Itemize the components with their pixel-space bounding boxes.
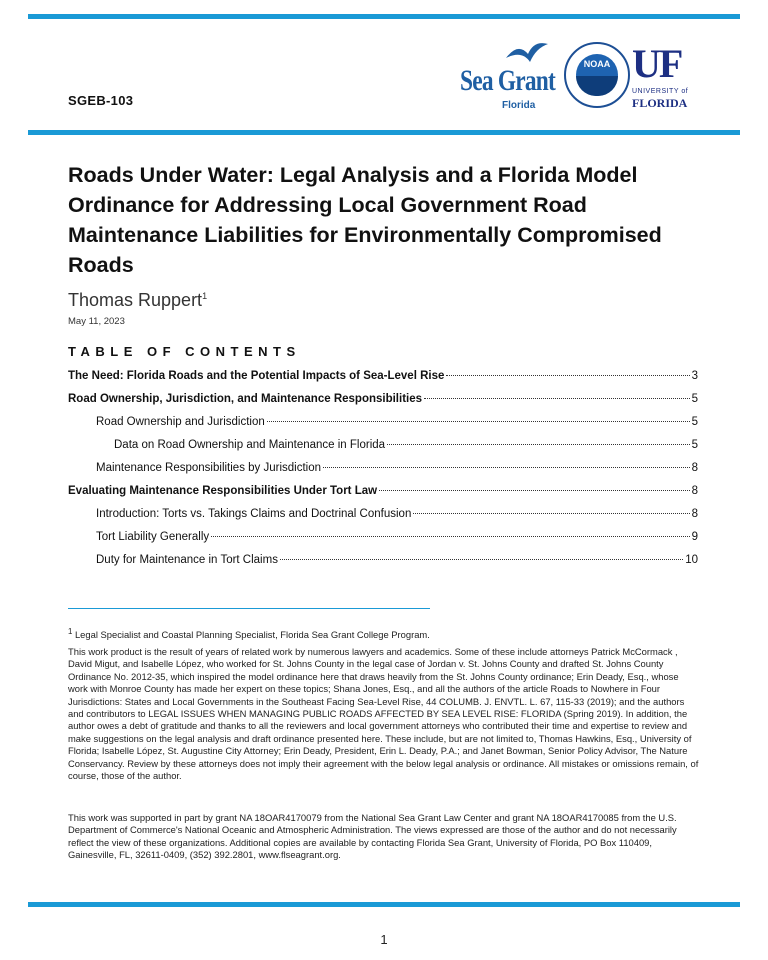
toc-entry-page: 9 — [691, 531, 698, 543]
toc-entry[interactable] — [68, 462, 698, 485]
toc-entry[interactable] — [68, 416, 698, 439]
footnote-rule — [68, 608, 430, 609]
toc-entry[interactable] — [68, 531, 698, 554]
publication-code: SGEB-103 — [68, 93, 134, 108]
toc-entry-page: 5 — [691, 439, 698, 451]
toc-entry-label: Introduction: Torts vs. Takings Claims and Doctrinal Confusion — [96, 508, 412, 520]
uf-logo-line1: UNIVERSITY of — [632, 88, 689, 95]
toc-entry-label: Road Ownership and Jurisdiction — [96, 416, 265, 428]
author-footnote-marker: 1 — [202, 291, 208, 301]
footnote-funding: This work was supported in part by grant NA 18OAR4170079 from the National Sea Grant Law Center and grant NA 18OAR4170085 from the U.S. Department of Commerce's National Oceanic and Atmospheric Administration. The views expressed are those of the author and do not necessarily reflect the view of these organizations. Additional copies are available by contacting Florida Sea Grant, University of Florida, PO Box 110409, Gainesville, FL, 32611-0409, (352) 392.2801, www.flseagrant.org. — [68, 812, 677, 861]
uf-logo-line2: FLORIDA — [632, 96, 688, 110]
toc-heading: TABLE OF CONTENTS — [68, 344, 301, 359]
toc-entry-label: Evaluating Maintenance Responsibilities Under Tort Law — [68, 485, 378, 497]
toc-entry[interactable] — [68, 393, 698, 416]
logo-group — [460, 38, 710, 118]
seagull-icon — [504, 38, 550, 66]
toc-entry-label: Maintenance Responsibilities by Jurisdiction — [96, 462, 322, 474]
table-of-contents — [68, 370, 698, 577]
noaa-seal-text: NOAA — [583, 59, 611, 69]
toc-entry-label: Data on Road Ownership and Maintenance in Florida — [114, 439, 386, 451]
author-name: Thomas Ruppert — [68, 290, 203, 310]
footnote-marker: 1 — [68, 627, 73, 636]
toc-entry-page: 3 — [691, 370, 698, 382]
uf-logo-mark: UF — [632, 41, 682, 86]
toc-entry-page: 5 — [691, 416, 698, 428]
footnote-affiliation — [68, 626, 700, 642]
footnote-affiliation-text: Legal Specialist and Coastal Planning Specialist, Florida Sea Grant College Program. — [74, 629, 430, 641]
toc-entry[interactable] — [68, 439, 698, 462]
sea-grant-logo-text: Sea Grant — [460, 64, 556, 97]
toc-entry[interactable] — [68, 554, 698, 577]
author — [68, 290, 207, 311]
toc-entry-label: The Need: Florida Roads and the Potential Impacts of Sea-Level Rise — [68, 370, 445, 382]
toc-entry-page: 8 — [691, 462, 698, 474]
publication-date: May 11, 2023 — [68, 316, 125, 327]
footer-rule — [28, 902, 740, 907]
toc-entry[interactable] — [68, 370, 698, 393]
toc-entry-page: 5 — [691, 393, 698, 405]
toc-entry-page: 8 — [691, 508, 698, 520]
footnote-acknowledgments: This work product is the result of years of related work by numerous lawyers and academics. Some of these include attorneys Patrick McCormack , David Migut, and Isabelle López, who worked for St. Johns County in the legal case of Jordan v. St. Johns County and drafted St. Johns County Ordinance No. 2012-35, which inspired the model ordinance here that draws heavily from the St. Johns County ordinance; Erin Deady, Esq., whose work with Monroe County has made her expert on these topics; Shana Jones, Esq., and all the authors of the article Roads to Nowhere in Four Jurisdictions: States and Local Governments in the Southeast Facing Sea-Level Rise, 44 COLUMB. J. ENVTL. L. 67, 115-33 (2019); and the authors and contributors to LEGAL ISSUES WHEN MANAGING PUBLIC ROADS AFFECTED BY SEA LEVEL RISE: FLORIDA (Spring 2019). In addition, the author owes a debt of gratitude and thanks to all the reviewers and local government attorneys who contributed their time and expertise to review and make suggestions on the legal analysis and draft ordinance presented here. These include, but are not limited to, Thomas Hawkins, Esq., University of Florida; Isabelle López, St. Augustine City Attorney; Erin Deady, President, Erin L. Deady, P.A.; and Janet Bowman, Senior Policy Advisor, The Nature Conservancy. Review by these attorneys does not imply their agreement with the below legal analysis or ordinance. All mistakes or omissions remain, of course, those of the author. — [68, 646, 699, 782]
top-rule — [28, 14, 740, 19]
toc-entry[interactable] — [68, 485, 698, 508]
toc-entry[interactable] — [68, 508, 698, 531]
noaa-seal — [564, 42, 630, 108]
header-rule — [28, 130, 740, 135]
document-title: Roads Under Water: Legal Analysis and a Florida Model Ordinance for Addressing Local Government Road Maintenance Liabilities for Environmentally Compromised Roads — [68, 163, 662, 277]
toc-entry-label: Duty for Maintenance in Tort Claims — [96, 554, 278, 566]
toc-entry-page: 8 — [691, 485, 698, 497]
sea-grant-logo-sub: Florida — [502, 100, 536, 111]
page-number: 1 — [380, 932, 388, 947]
toc-entry-label: Road Ownership, Jurisdiction, and Maintenance Responsibilities — [68, 393, 423, 405]
toc-entry-page: 10 — [685, 554, 698, 566]
toc-entry-label: Tort Liability Generally — [96, 531, 210, 543]
